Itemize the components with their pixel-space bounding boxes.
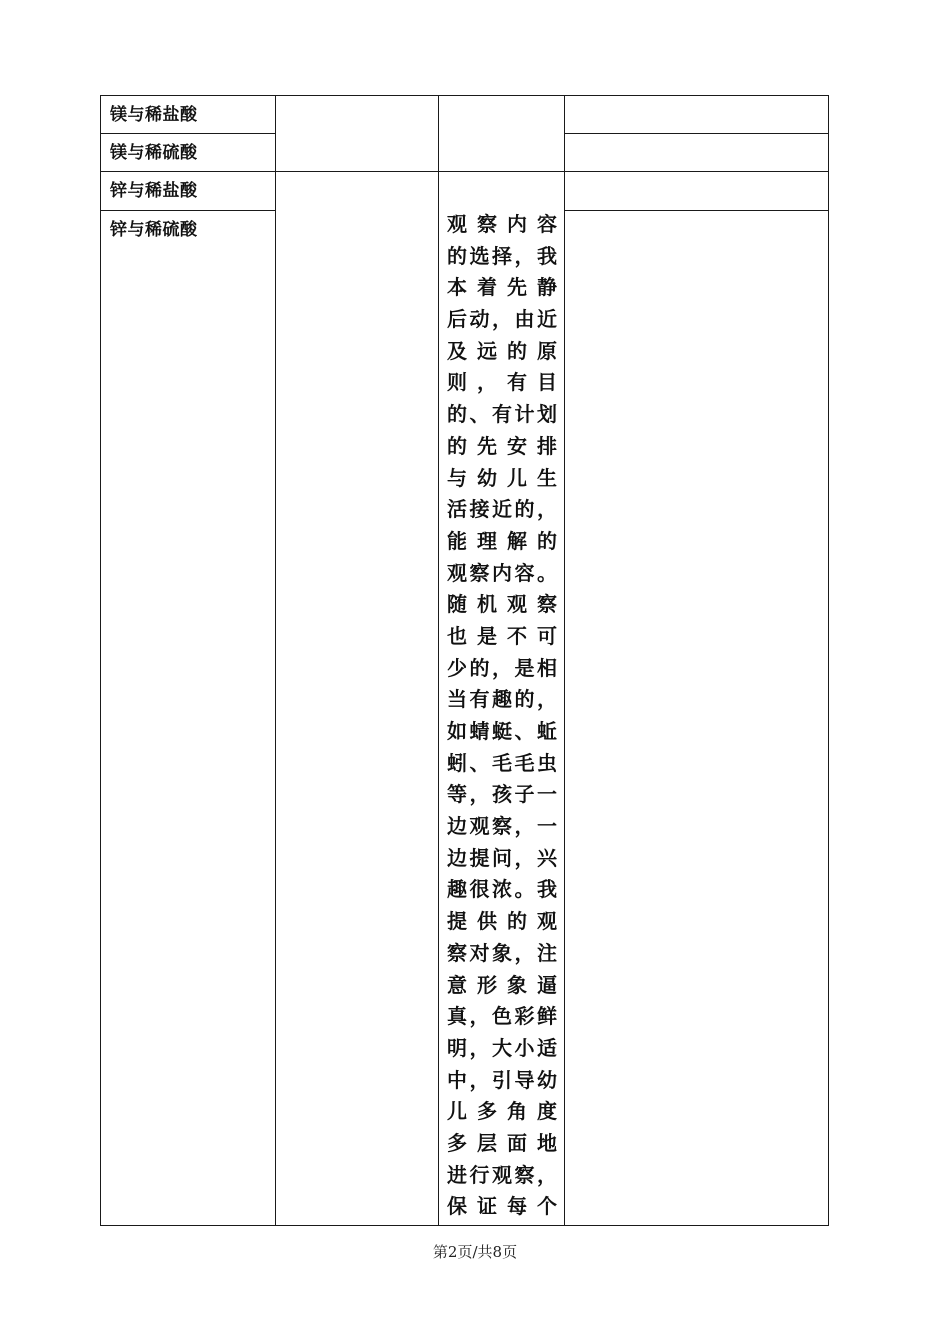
observation-line: 边提问，兴: [447, 845, 557, 870]
observation-line: 察对象，注: [447, 940, 557, 965]
table-border-top: [100, 95, 829, 96]
observation-line: 的选择，我: [447, 243, 557, 268]
row-divider: [564, 171, 829, 172]
observation-line: 本着先静: [447, 275, 557, 300]
observation-line: 进行观察，: [447, 1162, 557, 1187]
row-divider: [100, 210, 275, 211]
row-divider: [564, 133, 829, 134]
observation-line: 蚓、毛毛虫: [447, 750, 557, 775]
observation-line: 意形象逼: [447, 972, 557, 997]
observation-line: 随机观察: [447, 592, 557, 617]
row-label-mg-h2so4: 镁与稀硫酸: [110, 143, 198, 163]
observation-line: 明，大小适: [447, 1035, 557, 1060]
table-border-right: [828, 95, 829, 1226]
observation-line: 活接近的，: [447, 497, 557, 522]
observation-line: 少的，是相: [447, 655, 557, 680]
observation-line: 及远的原: [447, 338, 557, 363]
column-divider: [564, 95, 565, 1226]
observation-line: 也是不可: [447, 623, 557, 648]
row-label-zn-h2so4: 锌与稀硫酸: [110, 220, 198, 240]
observation-line: 真，色彩鲜: [447, 1004, 557, 1029]
observation-line: 的、有计划: [447, 402, 557, 427]
row-divider: [100, 171, 275, 172]
row-divider: [564, 210, 829, 211]
table-border-bottom: [100, 1225, 829, 1226]
observation-line: 儿多角度: [447, 1099, 557, 1124]
observation-line: 当有趣的，: [447, 687, 557, 712]
row-divider: [275, 171, 564, 172]
row-label-mg-hcl: 镁与稀盐酸: [110, 105, 198, 125]
observation-line: 保证每个: [447, 1194, 557, 1219]
column-divider: [438, 95, 439, 1226]
observation-line: 则，有目: [447, 370, 557, 395]
observation-line: 能理解的: [447, 528, 557, 553]
observation-line: 提供的观: [447, 909, 557, 934]
observation-line: 中，引导幼: [447, 1067, 557, 1092]
observation-line: 多层面地: [447, 1130, 557, 1155]
observation-line: 观察内容: [447, 212, 557, 236]
observation-line: 的先安排: [447, 433, 557, 458]
observation-line: 边观察，一: [447, 814, 557, 839]
observation-line: 与幼儿生: [447, 465, 557, 490]
table-border-left: [100, 95, 101, 1226]
page-number: 第2页/共8页: [432, 1243, 518, 1261]
observation-paragraph: [447, 209, 557, 1221]
observation-line: 趣很浓。我: [447, 877, 557, 902]
observation-line: 观察内容。: [447, 560, 557, 585]
row-label-zn-hcl: 锌与稀盐酸: [110, 181, 198, 201]
observation-line: 后动，由近: [447, 307, 557, 332]
row-divider: [100, 133, 275, 134]
observation-line: 等，孩子一: [447, 782, 557, 807]
observation-line: 如蜻蜓、蚯: [447, 719, 557, 743]
column-divider: [275, 95, 276, 1226]
